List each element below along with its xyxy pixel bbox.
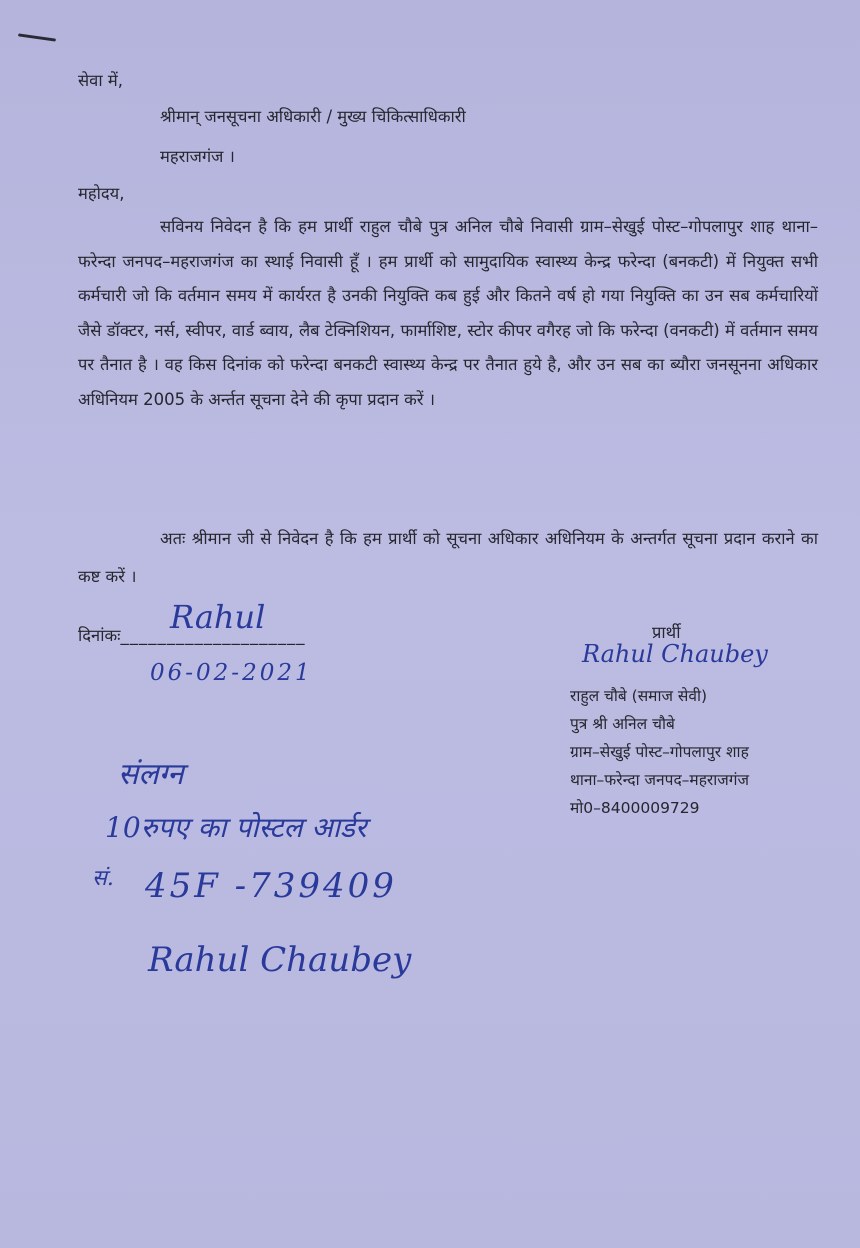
- sender-district: थाना–फरेन्दा जनपद–महराजगंज: [570, 771, 750, 789]
- pen-stroke-mark: [18, 33, 56, 41]
- body-paragraph-1: सविनय निवेदन है कि हम प्रार्थी राहुल चौबे पुत्र अनिल चौबे निवासी ग्राम–सेखुई पोस्ट–गोपलापुर शाह थाना–फरेन्दा जनपद–महराजगंज का स्थाई निवासी हूँ । हम प्रार्थी को सामुदायिक स्वास्थ्य केन्द्र फरेन्दा (बनकटी) में नियुक्त सभी कर्मचारी जो कि वर्तमान समय में कार्यरत है उनकी नियुक्ति कब हुई और कितने वर्ष हो गया नियुक्ति का उन सब कर्मचारियों जैसे डॉक्टर, नर्स, स्वीपर, वार्ड ब्वाय, लैब टेक्निशियन, फार्माशिष्ट, स्टोर कीपर वगैरह जो कि फरेन्दा (वनकटी) में वर्तमान समय पर तैनात है । वह किस दिनांक को फरेन्दा बनकटी स्वास्थ्य केन्द्र पर तैनात हुये है, और उन सब का ब्यौरा जनसूनना अधिकार अधिनियम 2005 के अर्न्तत सूचना देने की कृपा प्रदान करें ।: [78, 217, 818, 409]
- enclosure-title: संलग्न: [118, 757, 184, 792]
- applicant-signature: Rahul Chaubey: [582, 640, 768, 668]
- date-label: दिनांकः____________________: [78, 626, 306, 645]
- enclosure-signature: Rahul Chaubey: [148, 940, 412, 980]
- addressee-line-2: महराजगंज ।: [160, 147, 235, 166]
- enclosure-postal-order: 10रुपए का पोस्टल आर्डर: [105, 811, 367, 844]
- sender-mobile: मो0–8400009729: [570, 799, 700, 817]
- enclosure-number: 45F -739409: [145, 866, 397, 906]
- sender-name: राहुल चौबे (समाज सेवी): [570, 687, 708, 705]
- sender-father: पुत्र श्री अनिल चौबे: [570, 715, 675, 733]
- sender-address-block: [570, 682, 749, 822]
- sender-village: ग्राम–सेखुई पोस्ट–गोपलापुर शाह: [570, 743, 749, 761]
- salutation-to: सेवा में,: [78, 71, 123, 90]
- greeting: महोदय,: [78, 184, 125, 203]
- applicant-label: प्रार्थी: [652, 623, 681, 642]
- enclosure-number-prefix: सं.: [92, 866, 114, 891]
- top-signature: Rahul: [170, 598, 266, 636]
- addressee-line-1: श्रीमान् जनसूचना अधिकारी / मुख्य चिकित्साधिकारी: [160, 107, 466, 126]
- handwritten-date: 06-02-2021: [150, 660, 313, 686]
- body-paragraph-2: अतः श्रीमान जी से निवेदन है कि हम प्रार्थी को सूचना अधिकार अधिनियम के अन्तर्गत सूचना प्रदान कराने का कष्ट करें ।: [78, 529, 818, 586]
